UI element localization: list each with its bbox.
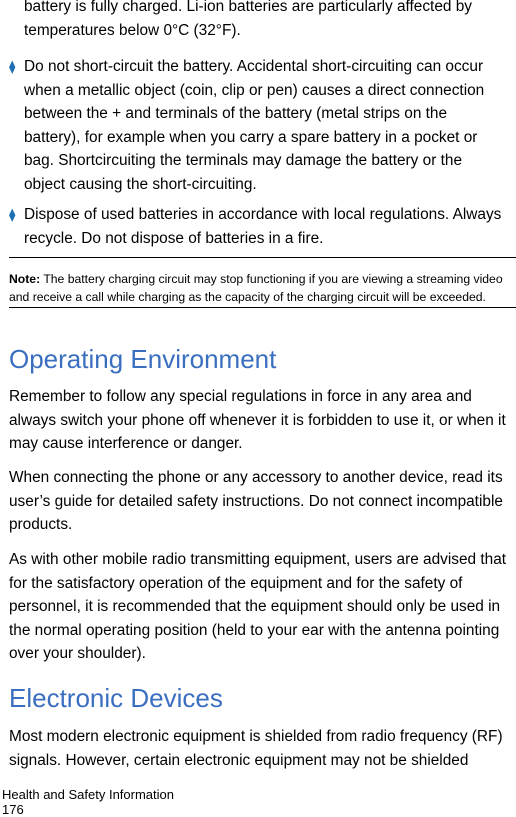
paragraph: Most modern electronic equipment is shielded from radio frequency (RF) signals. However, certain electronic equipment may not be shielded <box>9 728 503 769</box>
section-heading-electronic-devices: Electronic Devices <box>9 683 223 713</box>
paragraph: Remember to follow any special regulations in force in any area and always switch your phone off whenever it is forbidden to use it, or when it may cause interference or danger. <box>9 388 506 452</box>
bullet-text: Dispose of used batteries in accordance with local regulations. Always recycle. Do not dispose of batteries in a fire. <box>24 206 502 247</box>
diamond-bullet-icon: ⧫ <box>9 207 16 222</box>
note-bottom-divider <box>9 307 516 308</box>
paragraph: When connecting the phone or any accessory to another device, read its user’s guide for detailed safety instructions. Do not connect incompatible products. <box>9 469 503 533</box>
note-box <box>9 271 516 306</box>
bullet-text: Do not short-circuit the battery. Accidental short-circuiting can occur when a metallic object (coin, clip or pen) causes a direct connection between the + and terminals of the battery (metal strips on the battery), for example when you carry a spare battery in a pocket or bag. Shortcircuiting the terminals may damage the battery or the object causing the short-circuiting. <box>24 58 485 193</box>
page-number: 176 <box>2 802 24 817</box>
section-heading-operating-environment: Operating Environment <box>9 344 277 374</box>
paragraph: As with other mobile radio transmitting equipment, users are advised that for the satisfactory operation of the equipment and for the safety of personnel, it is recommended that the equipment should only be used in the normal operating position (held to your ear with the antenna pointing over your shoulder). <box>9 551 507 662</box>
bullet-item <box>9 203 505 250</box>
footer-section-title: Health and Safety Information <box>2 787 174 802</box>
diamond-bullet-icon: ⧫ <box>9 59 16 74</box>
note-label: Note: <box>9 272 41 286</box>
continued-paragraph: battery is fully charged. Li-ion batteries are particularly affected by temperatures below 0°C (32°F). <box>24 0 472 39</box>
note-top-divider <box>9 257 516 258</box>
note-text: The battery charging circuit may stop functioning if you are viewing a streaming video and receive a call while charging as the capacity of the charging circuit will be exceeded. <box>9 272 503 304</box>
bullet-item <box>9 55 505 196</box>
